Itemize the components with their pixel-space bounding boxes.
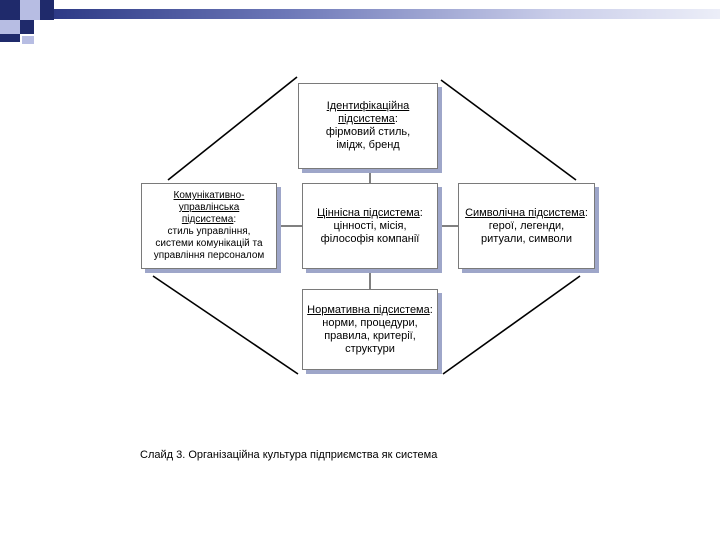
connector-bottom-left bbox=[153, 276, 298, 374]
communication-line: стиль управління, bbox=[167, 226, 251, 237]
connector-top-left bbox=[168, 77, 297, 180]
communication-subsystem-box bbox=[141, 183, 277, 269]
communication-line: управління персоналом bbox=[153, 250, 265, 261]
identification-title: Ідентифікаційна підсистема bbox=[326, 100, 410, 125]
communication-title-line: Комунікативно- bbox=[173, 190, 245, 201]
normative-line: структури bbox=[345, 342, 395, 355]
identification-line: фірмовий стиль, bbox=[325, 126, 411, 138]
normative-subsystem-box bbox=[302, 289, 438, 370]
normative-line: правила, критерії, bbox=[324, 329, 416, 342]
value-title: Ціннісна підсистема bbox=[317, 206, 420, 219]
symbolic-colon: : bbox=[584, 206, 588, 219]
communication-title-line: управлінська bbox=[178, 202, 240, 213]
symbolic-title: Символічна підсистема bbox=[465, 206, 585, 219]
communication-colon: : bbox=[233, 214, 237, 225]
connector-bottom-right bbox=[443, 276, 580, 374]
value-line: філософія компанії bbox=[320, 232, 420, 245]
connector-top-right bbox=[441, 80, 576, 180]
identification-subsystem-box bbox=[298, 83, 438, 169]
value-colon: : bbox=[419, 206, 423, 219]
normative-colon: : bbox=[429, 303, 433, 316]
value-line: цінності, місія, bbox=[333, 219, 407, 232]
normative-line: норми, процедури, bbox=[322, 316, 418, 329]
symbolic-line: ритуали, символи bbox=[481, 232, 572, 245]
symbolic-subsystem-box bbox=[458, 183, 595, 269]
value-subsystem-box bbox=[302, 183, 438, 269]
communication-line: системи комунікацій та bbox=[155, 238, 263, 249]
normative-title: Нормативна підсистема bbox=[307, 303, 430, 316]
communication-title-line: підсистема bbox=[181, 214, 234, 225]
identification-line: імідж, бренд bbox=[336, 139, 400, 151]
slide-caption: Слайд 3. Організаційна культура підприємства як система bbox=[140, 449, 438, 461]
identification-colon: : bbox=[394, 113, 398, 125]
symbolic-line: герої, легенди, bbox=[488, 219, 565, 232]
